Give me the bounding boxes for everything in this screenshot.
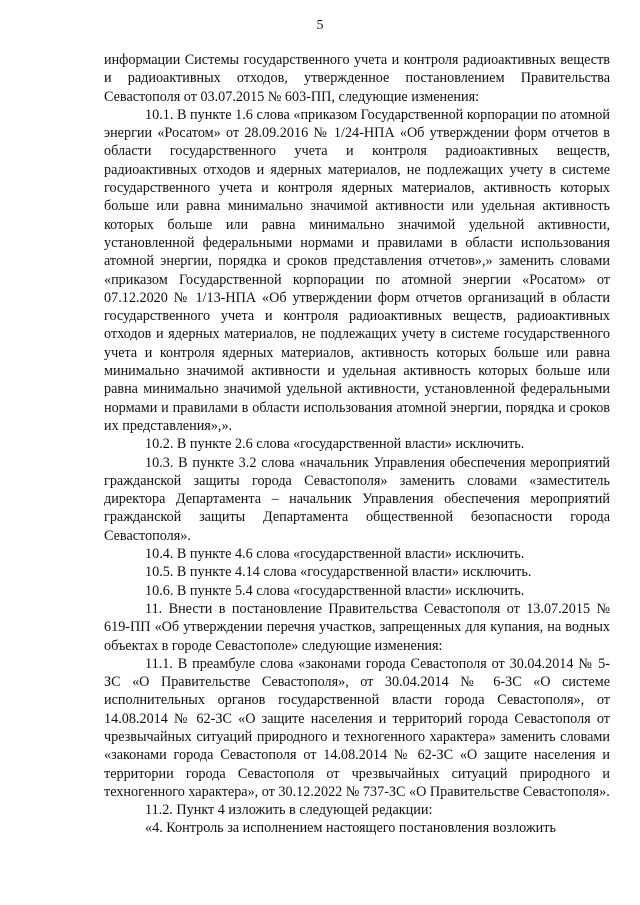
paragraph-10-1: 10.1. В пункте 1.6 слова «приказом Государственной корпорации по атомной энергии «Росатом» от 28.09.2016 № 1/24-НПА «Об утверждении форм отчетов в области государственного учета и контроля радиоактивных веществ, радиоактивных отходов и ядерных материалов, не подлежащих учету в системе государственного учета и контроля ядерных материалов, активность которых больше или равна минимально значимой активности или удельная активность которых больше или равна минимально значимой удельной активности, установленной федеральными нормами и правилами в области использования атомной энергии, порядка и сроков представления отчетов»,» заменить словами «приказом Государственной корпорации по атомной энергии «Росатом» от 07.12.2020 № 1/13-НПА «Об утверждении форм отчетов организаций в области государственного учета и контроля радиоактивных веществ, радиоактивных отходов и ядерных материалов, не подлежащих учету в системе государственного учета и контроля ядерных материалов, активность которых больше или равна минимально значимой активности и удельная активность которых больше или равна минимально значимой удельной активности, установленной федеральными нормами и правилами в области использования атомной энергии, порядка и сроков их представления»,». bbox=[104, 106, 610, 434]
paragraph-10-6: 10.6. В пункте 5.4 слова «государственной власти» исключить. bbox=[145, 582, 525, 599]
paragraph-10-5: 10.5. В пункте 4.14 слова «государственной власти» исключить. bbox=[145, 564, 532, 581]
paragraph-11-1: 11.1. В преамбуле слова «законами города Севастополя от 30.04.2014 № 5-ЗС «О Правительстве Севастополя», от 30.04.2014 № 6-ЗС «О системе исполнительных органов государственной власти города Севастополя», от 14.08.2014 № 62-ЗС «О защите населения и территорий города Севастополя от чрезвычайных ситуаций природного и техногенного характера» заменить словами «законами города Севастополя от 14.08.2014 № 62-ЗС «О защите населения и территории города Севастополя от чрезвычайных ситуаций природного и техногенного характера», от 30.12.2022 № 737-ЗС «О Правительстве Севастополя». bbox=[104, 655, 610, 800]
paragraph-10-3: 10.3. В пункте 3.2 слова «начальник Управления обеспечения мероприятий гражданской защиты города Севастополя» заменить словами «заместитель директора Департамента – начальник Управления обеспечения мероприятий гражданской защиты Департамента общественной безопасности города Севастополя». bbox=[104, 454, 610, 544]
paragraph-10-2: 10.2. В пункте 2.6 слова «государственной власти» исключить. bbox=[145, 436, 525, 453]
paragraph-11: 11. Внести в постановление Правительства Севастополя от 13.07.2015 № 619-ПП «Об утверждении перечня участков, запрещенных для купания, на водных объектах в городе Севастополе» следующие изменения: bbox=[104, 600, 610, 654]
page-number: 5 bbox=[316, 18, 324, 33]
document-body bbox=[104, 51, 610, 838]
paragraph-11-2: 11.2. Пункт 4 изложить в следующей редакции: bbox=[145, 802, 433, 819]
paragraph-10-4: 10.4. В пункте 4.6 слова «государственной власти» исключить. bbox=[145, 546, 525, 563]
paragraph-intro: информации Системы государственного учета и контроля радиоактивных веществ и радиоактивных отходов, утвержденное постановлением Правительства Севастополя от 03.07.2015 № 603-ПП, следующие изменения: bbox=[104, 52, 610, 105]
paragraph-11-2-quote: «4. Контроль за исполнением настоящего постановления возложить bbox=[145, 820, 556, 837]
